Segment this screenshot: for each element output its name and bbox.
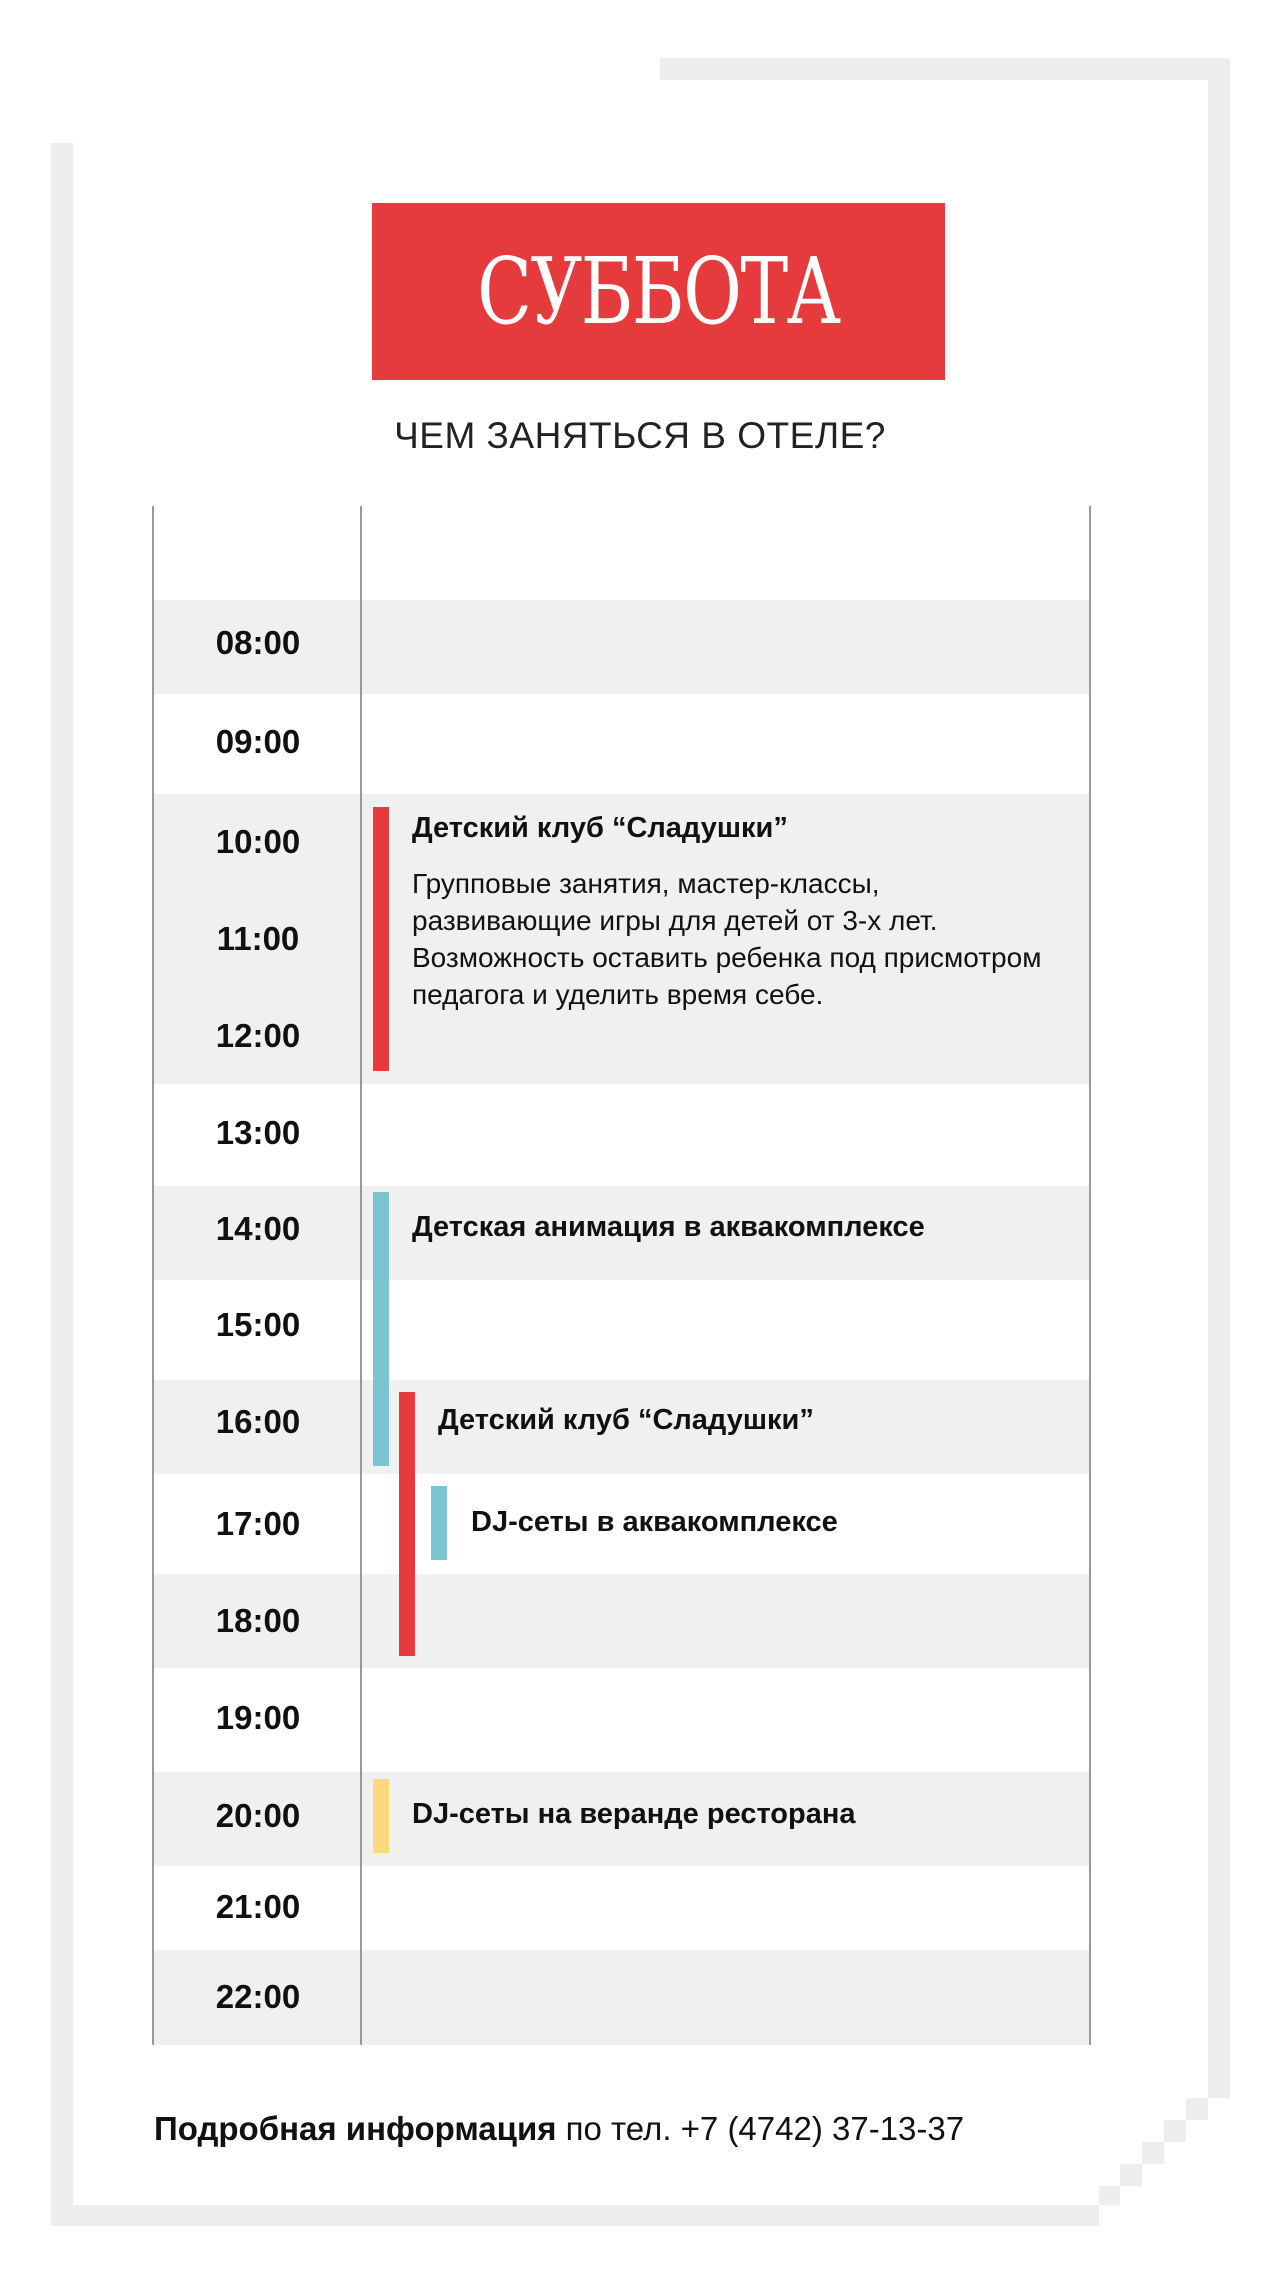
- time-label: 11:00: [216, 920, 300, 957]
- time-label: 10:00: [215, 823, 301, 860]
- frame-step: [1099, 2186, 1120, 2205]
- time-label: 21:00: [215, 1888, 301, 1925]
- time-label: 19:00: [215, 1699, 301, 1736]
- time-label: 17:00: [215, 1505, 301, 1542]
- event-bar-kids-club-morning: [373, 807, 389, 1071]
- footer-bold-text: Подробная информация: [154, 2110, 557, 2147]
- event-bar-kids-club-afternoon: [399, 1392, 415, 1656]
- frame-step: [1142, 2142, 1164, 2164]
- footer-phone-text: по тел. +7 (4742) 37-13-37: [556, 2110, 965, 2147]
- time-label: 14:00: [215, 1210, 301, 1247]
- page-title: СУББОТА: [477, 237, 840, 345]
- time-label: 16:00: [215, 1403, 301, 1440]
- event-bar-kids-animation: [373, 1192, 389, 1466]
- event-title-dj-aqua: DJ-сеты в аквакомплексе: [471, 1506, 838, 1538]
- time-label: 18:00: [215, 1602, 301, 1639]
- frame-bottom-border: [51, 2205, 1099, 2226]
- footer-contact-info: [154, 2110, 964, 2148]
- frame-top-border: [660, 58, 1230, 80]
- frame-step: [1120, 2164, 1142, 2186]
- title-banner: [372, 203, 945, 380]
- event-bar-dj-aqua: [431, 1486, 447, 1560]
- time-label: 15:00: [215, 1306, 301, 1343]
- time-label: 12:00: [215, 1017, 301, 1054]
- table-right-line: [1089, 506, 1091, 2045]
- time-label: 08:00: [215, 624, 301, 661]
- event-bar-dj-veranda: [373, 1779, 389, 1853]
- event-title-kids-club-afternoon: Детский клуб “Сладушки”: [438, 1404, 814, 1436]
- event-title-kids-animation: Детская анимация в аквакомплексе: [412, 1211, 925, 1243]
- frame-right-border: [1208, 58, 1230, 2098]
- frame-step: [1164, 2120, 1186, 2142]
- event-title-kids-club-morning: Детский клуб “Сладушки”: [412, 812, 788, 844]
- frame-step: [1186, 2098, 1208, 2120]
- event-title-dj-veranda: DJ-сеты на веранде ресторана: [412, 1798, 856, 1830]
- time-label: 22:00: [215, 1978, 301, 2015]
- event-description-kids-club: Групповые занятия, мастер-классы, развивающие игры для детей от 3-х лет. Возможность оставить ребенка под присмотром педагога и уделить время себе.: [412, 868, 1042, 1010]
- time-label: 20:00: [215, 1797, 301, 1834]
- time-label: 13:00: [215, 1114, 301, 1151]
- time-label: 09:00: [215, 723, 301, 760]
- page-subtitle: ЧЕМ ЗАНЯТЬСЯ В ОТЕЛЕ?: [394, 415, 886, 456]
